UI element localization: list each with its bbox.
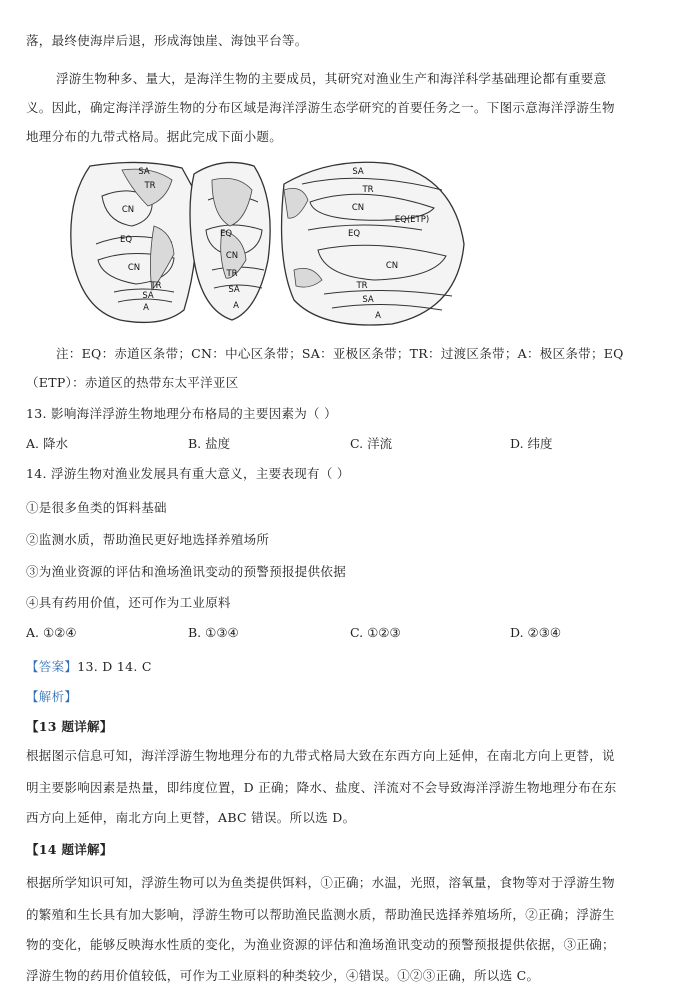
- q14-item-3: ③为渔业资源的评估和渔场渔讯变动的预警预报提供依据: [26, 564, 347, 579]
- intro-line-3: 地理分布的九带式格局。据此完成下面小题。: [26, 129, 283, 144]
- q14-stem: 14. 浮游生物对渔业发展具有重大意义，主要表现有（ ）: [26, 466, 350, 481]
- map-zone-label: TR: [226, 269, 238, 279]
- map-zone-label: TR: [144, 181, 156, 191]
- map-zone-label: SA: [352, 167, 364, 177]
- intro-line-1: 浮游生物种多、量大，是海洋生物的主要成员，其研究对渔业生产和海洋科学基础理论都有重要意: [56, 71, 607, 86]
- note-line-2: （ETP）：赤道区的热带东太平洋亚区: [26, 375, 239, 390]
- map-zone-label: SA: [138, 167, 150, 177]
- map-zone-label: TR: [362, 185, 374, 195]
- q14-option-b: B. ①③④: [188, 625, 239, 640]
- analysis-tag: 【解析】: [26, 689, 78, 704]
- note-line-1: 注：EQ：赤道区条带；CN：中心区条带；SA：亚极区条带；TR：过渡区条带；A：极区条带；EQ: [56, 346, 624, 361]
- d13-line-1: 根据图示信息可知，海洋浮游生物地理分布的九带式格局大致在东西方向上延伸，在南北方向上更替，说: [26, 748, 615, 763]
- d14-tag: 【14 题详解】: [26, 842, 113, 857]
- d14-line-4: 浮游生物的药用价值较低，可作为工业原料的种类较少，④错误。①②③正确，所以选 C。: [26, 968, 540, 983]
- map-zone-label: CN: [351, 203, 365, 213]
- map-zone-label: CN: [127, 263, 141, 273]
- map-zone-label: CN: [121, 205, 135, 215]
- map-zone-label: A: [233, 301, 239, 311]
- intro-line-2: 义。因此，确定海洋浮游生物的分布区域是海洋浮游生态学研究的首要任务之一。下图示意海洋浮游生物: [26, 100, 615, 115]
- map-zone-label: TR: [356, 281, 368, 291]
- map-zone-label: A: [143, 303, 149, 313]
- answer-text: 13. D 14. C: [77, 659, 152, 674]
- q14-option-d: D. ②③④: [510, 625, 562, 640]
- q14-option-a: A. ①②④: [26, 625, 77, 640]
- d13-line-2: 明主要影响因素是热量，即纬度位置，D 正确；降水、盐度、洋流对不会导致海洋浮游生物地理分布在东: [26, 780, 617, 795]
- q14-item-2: ②监测水质，帮助渔民更好地选择养殖场所: [26, 532, 270, 547]
- q14-item-4: ④具有药用价值，还可作为工业原料: [26, 595, 231, 610]
- plankton-zone-map: [62, 160, 474, 328]
- map-zone-label: SA: [362, 295, 374, 305]
- q13-option-d: D. 纬度: [510, 436, 553, 451]
- answer-line: [26, 657, 152, 675]
- map-zone-label: A: [375, 311, 381, 321]
- intro-line-0: 落，最终使海岸后退，形成海蚀崖、海蚀平台等。: [26, 33, 308, 48]
- q14-item-1: ①是很多鱼类的饵料基础: [26, 500, 167, 515]
- q13-option-b: B. 盐度: [188, 436, 231, 451]
- d13-line-3: 西方向上延伸，南北方向上更替，ABC 错误。所以选 D。: [26, 810, 356, 825]
- d14-line-3: 物的变化，能够反映海水性质的变化，为渔业资源的评估和渔场渔讯变动的预警预报提供依据，③正确；: [26, 937, 615, 952]
- d13-tag: 【13 题详解】: [26, 719, 113, 734]
- q13-option-c: C. 洋流: [350, 436, 393, 451]
- q13-option-a: A. 降水: [26, 436, 68, 451]
- map-zone-label: EQ: [219, 229, 233, 239]
- map-zone-label: SA: [228, 285, 240, 295]
- map-zone-label: EQ: [119, 235, 133, 245]
- map-zone-label: CN: [225, 251, 239, 261]
- answer-tag: 【答案】: [26, 659, 78, 674]
- map-zone-label: EQ: [347, 229, 361, 239]
- d14-line-2: 的繁殖和生长具有加大影响，浮游生物可以帮助渔民监测水质，帮助渔民选择养殖场所，②正确；浮游生: [26, 907, 615, 922]
- map-zone-label: EQ(ETP): [394, 215, 430, 225]
- map-zone-label: TR: [150, 281, 162, 291]
- d14-line-1: 根据所学知识可知，浮游生物可以为鱼类提供饵料，①正确；水温，光照，溶氧量，食物等对于浮游生物: [26, 875, 615, 890]
- q14-option-c: C. ①②③: [350, 625, 401, 640]
- map-zone-label: SA: [142, 291, 154, 301]
- q13-stem: 13. 影响海洋浮游生物地理分布格局的主要因素为（ ）: [26, 406, 337, 421]
- map-zone-label: CN: [385, 261, 399, 271]
